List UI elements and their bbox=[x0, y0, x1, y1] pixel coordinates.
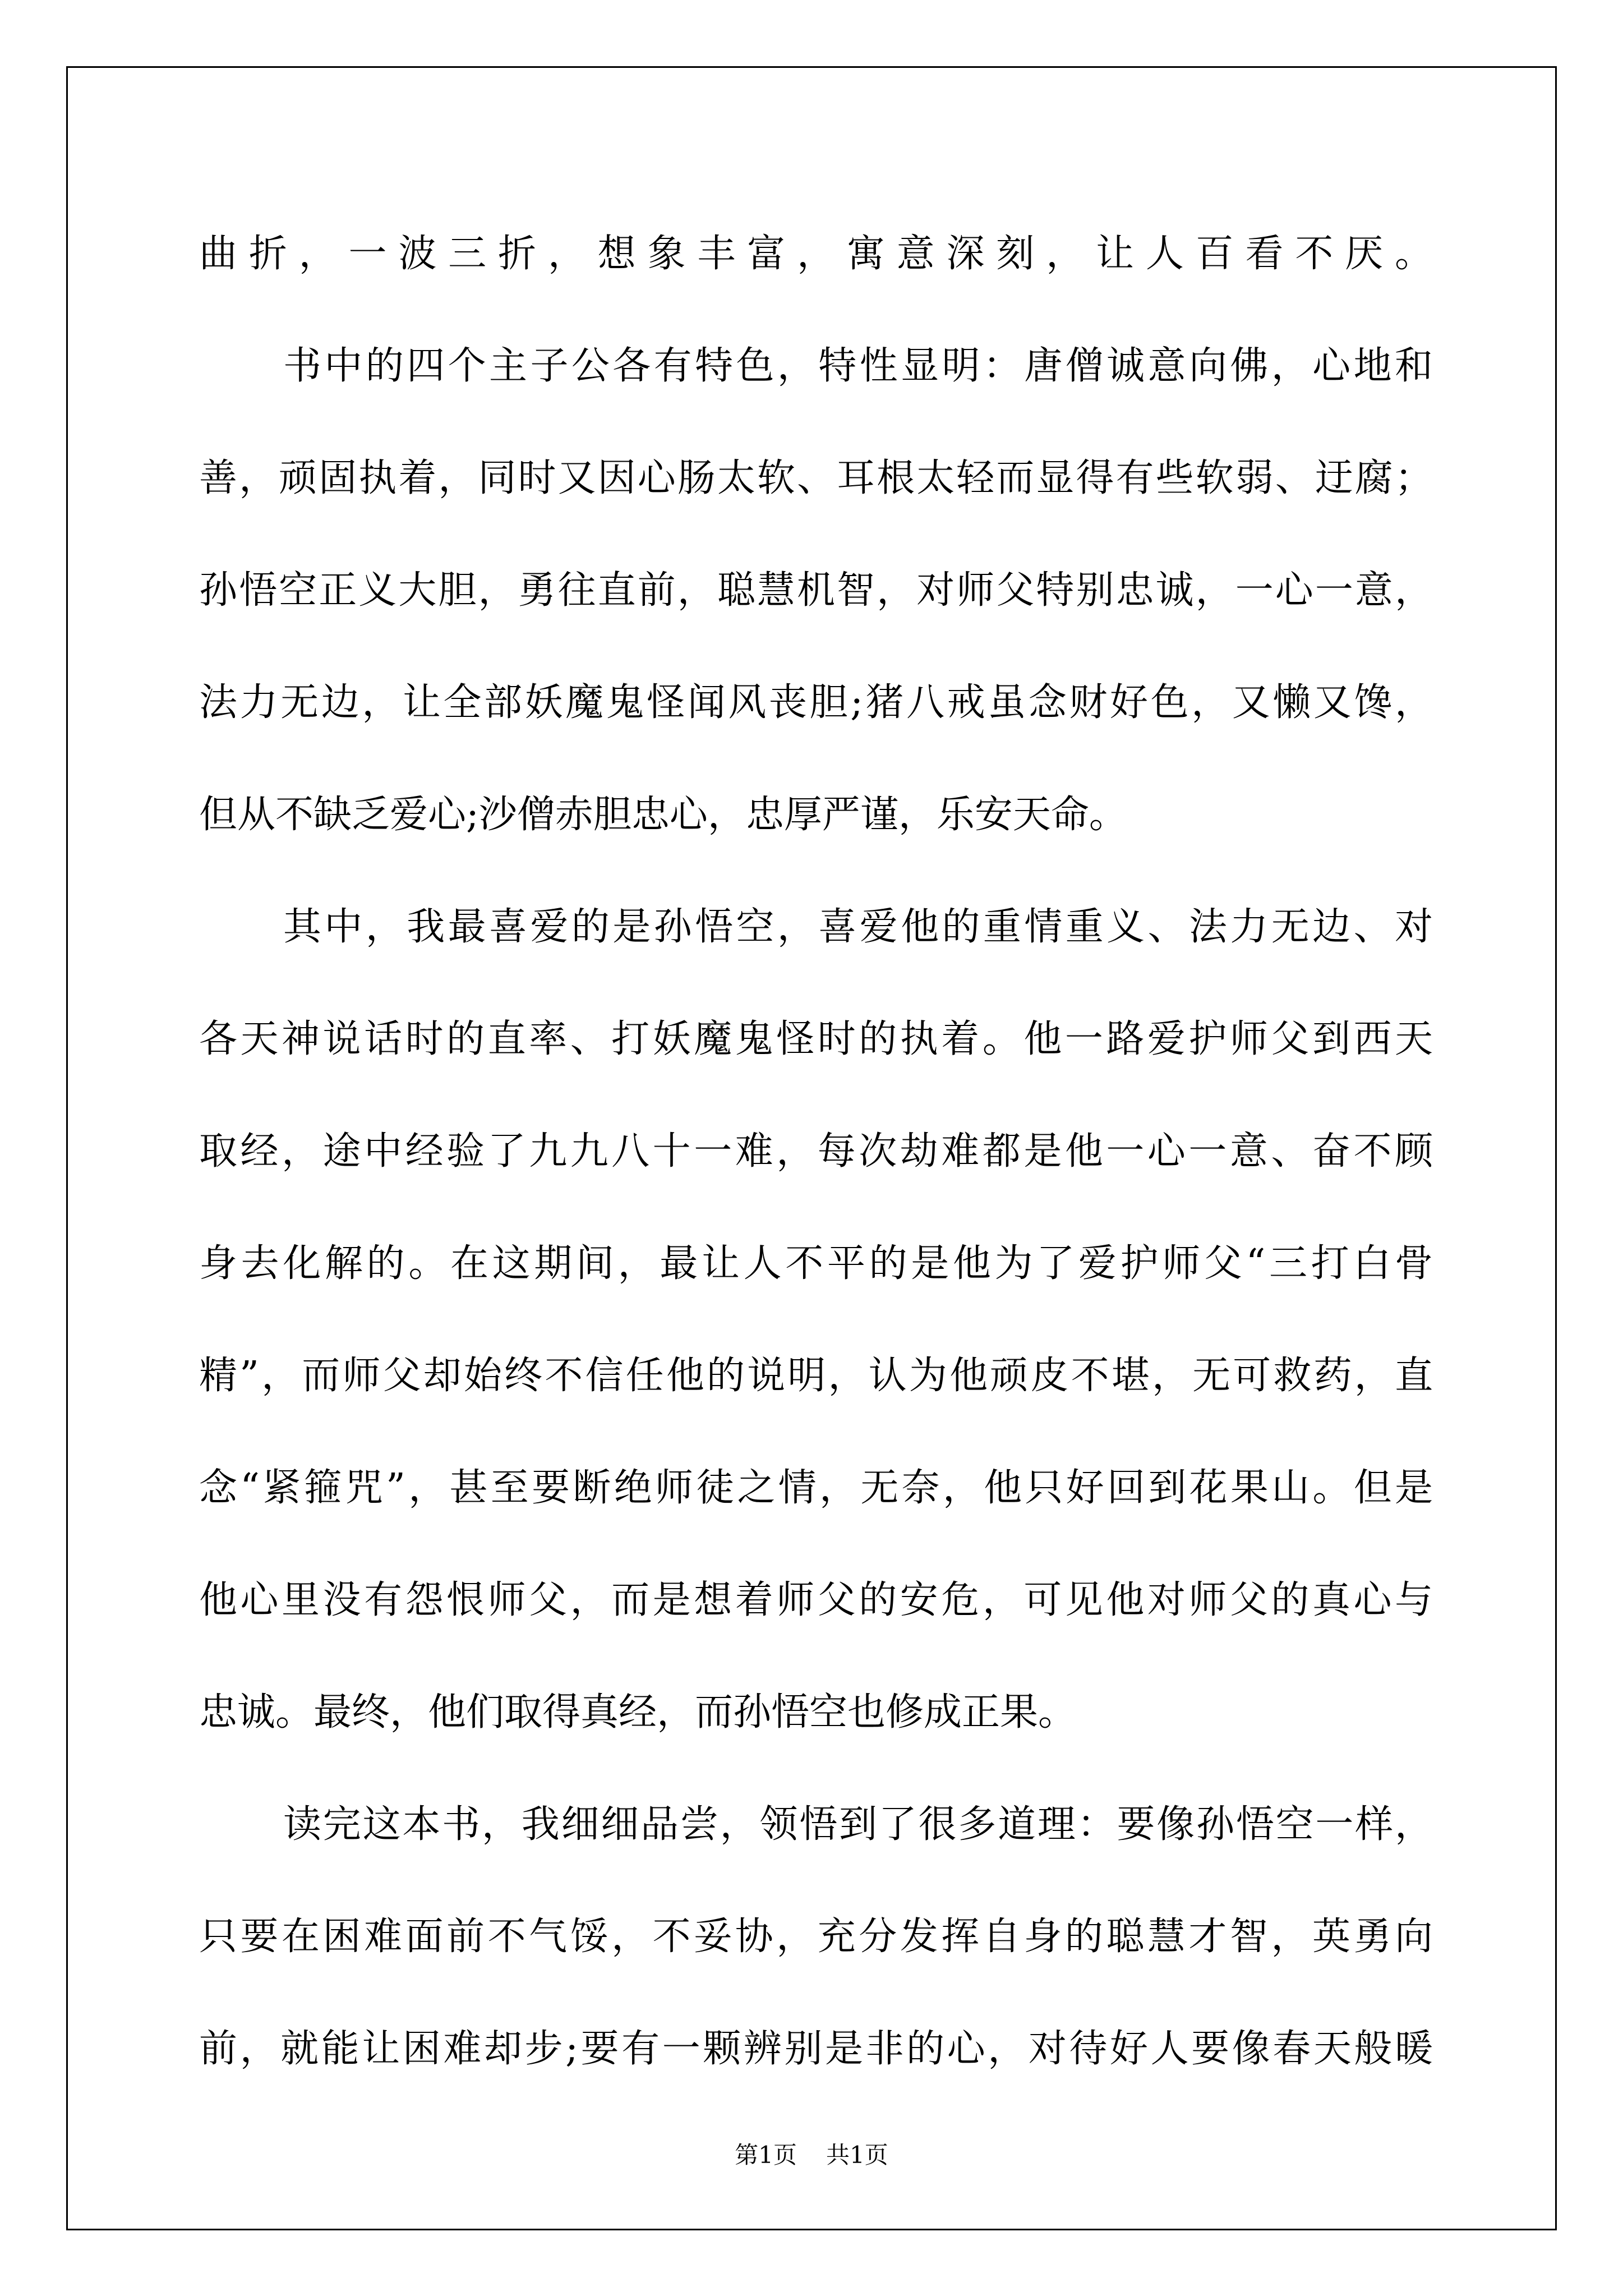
page-total: 共1页 bbox=[826, 2141, 888, 2169]
text-line: 前，就能让困难却步;要有一颗辨别是非的心，对待好人要像春天般暖 bbox=[199, 2027, 1433, 2071]
document-body bbox=[199, 212, 1433, 2119]
text-line: 读完这本书，我细细品尝，领悟到了很多道理：要像孙悟空一样， bbox=[283, 1802, 1433, 1847]
text-line: 书中的四个主子公各有特色，特性显明：唐僧诚意向佛，心地和 bbox=[283, 344, 1433, 388]
text-line: 孙悟空正义大胆，勇往直前，聪慧机智，对师父特别忠诚，一心一意， bbox=[199, 568, 1433, 613]
text-line: 他心里没有怨恨师父，而是想着师父的安危，可见他对师父的真心与 bbox=[199, 1578, 1433, 1622]
text-line: 曲折，一波三折，想象丰富，寓意深刻，让人百看不厌。 bbox=[199, 232, 1433, 276]
text-line: 各天神说话时的直率、打妖魔鬼怪时的执着。他一路爱护师父到西天 bbox=[199, 1017, 1433, 1061]
text-line: 善，顽固执着，同时又因心肠太软、耳根太轻而显得有些软弱、迂腐； bbox=[199, 456, 1433, 500]
text-line: 法力无边，让全部妖魔鬼怪闻风丧胆;猪八戒虽念财好色，又懒又馋， bbox=[199, 680, 1433, 725]
text-line: 只要在困难面前不气馁，不妥协，充分发挥自身的聪慧才智，英勇向 bbox=[199, 1915, 1433, 1959]
text-line: 精”，而师父却始终不信任他的说明，认为他顽皮不堪，无可救药，直 bbox=[199, 1354, 1433, 1398]
page-footer bbox=[0, 2138, 1623, 2172]
text-line: 忠诚。最终，他们取得真经，而孙悟空也修成正果。 bbox=[199, 1690, 1077, 1734]
text-line: 其中，我最喜爱的是孙悟空，喜爱他的重情重义、法力无边、对 bbox=[283, 905, 1433, 949]
text-line: 取经，途中经验了九九八十一难，每次劫难都是他一心一意、奋不顾 bbox=[199, 1129, 1433, 1174]
text-line: 但从不缺乏爱心;沙僧赤胆忠心，忠厚严谨，乐安天命。 bbox=[199, 793, 1127, 837]
page-number: 第1页 bbox=[735, 2141, 797, 2169]
text-line: 身去化解的。在这期间，最让人不平的是他为了爱护师父“三打白骨 bbox=[199, 1241, 1433, 1286]
text-line: 念“紧箍咒”，甚至要断绝师徒之情，无奈，他只好回到花果山。但是 bbox=[199, 1466, 1433, 1510]
